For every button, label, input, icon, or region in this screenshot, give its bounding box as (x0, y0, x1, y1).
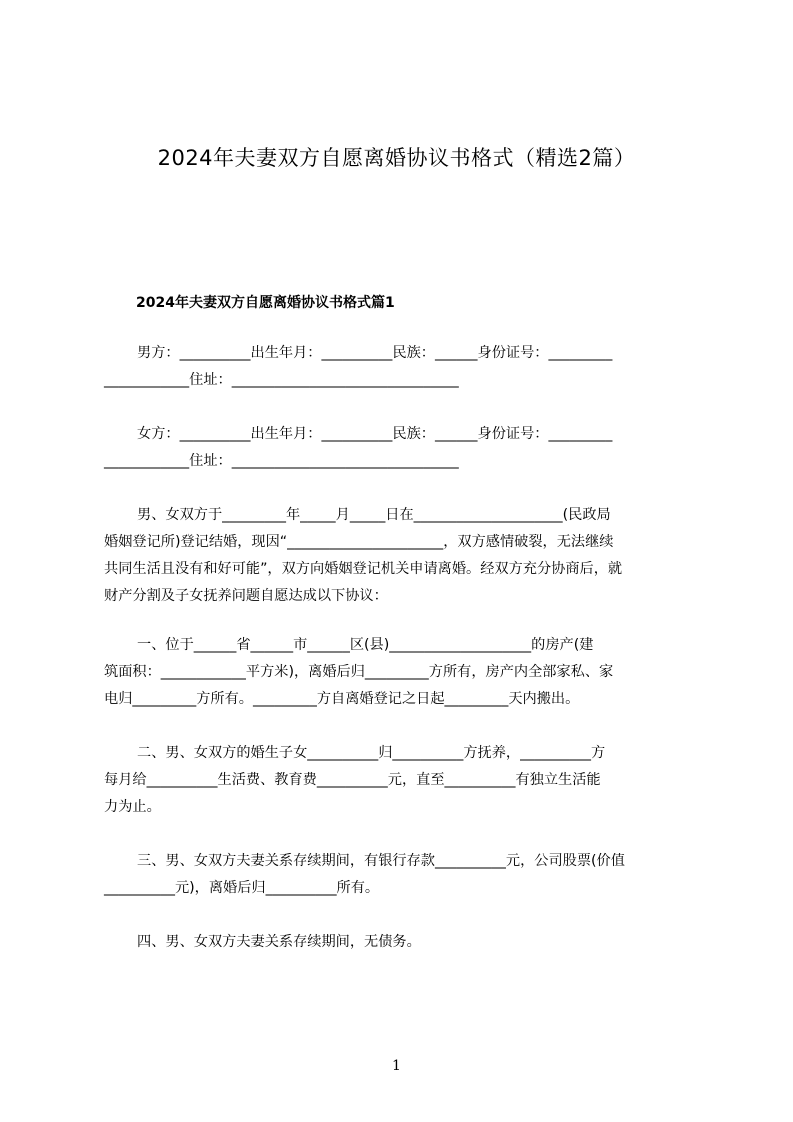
paragraph-clause-4 (104, 929, 704, 956)
section-heading: 2024年夫妻双方自愿离婚协议书格式篇1 (136, 295, 395, 311)
paragraph-clause-1 (104, 632, 704, 713)
paragraph-line: 财产分割及子女抚养问题自愿达成以下协议： (104, 588, 388, 604)
document-title: 2024年夫妻双方自愿离婚协议书格式（精选2篇） (157, 146, 636, 170)
paragraph-male-party (104, 340, 704, 394)
paragraph-line: 男方：__________出生年月：__________民族：______身份证号：_________ (137, 345, 613, 361)
paragraph-marriage-registration (104, 502, 704, 610)
paragraph-line: 共同生活且没有和好可能”，双方向婚姻登记机关申请离婚。经双方充分协商后，就 (104, 561, 623, 577)
paragraph-line: 力为止。 (104, 799, 161, 815)
page-number: 1 (392, 1058, 401, 1074)
paragraph-line: 电归_________方所有。_________方自离婚登记之日起_________天内搬出。 (104, 691, 580, 707)
paragraph-line: __________元)，离婚后归__________所有。 (104, 880, 380, 896)
paragraph-line: 一、位于______省______市______区(县)____________________的房产(建 (137, 637, 594, 653)
paragraph-line: ____________住址：________________________________ (104, 453, 459, 469)
paragraph-line: 婚姻登记所)登记结婚，现因“______________________，双方感情破裂，无法继续 (104, 534, 614, 550)
paragraph-line: 女方：__________出生年月：__________民族：______身份证号：_________ (137, 426, 613, 442)
paragraph-clause-3 (104, 848, 704, 902)
paragraph-line: 每月给__________生活费、教育费__________元，直至__________有独立生活能 (104, 772, 601, 788)
paragraph-clause-2 (104, 740, 704, 821)
paragraph-line: 三、男、女双方夫妻关系存续期间，有银行存款__________元，公司股票(价值 (137, 853, 625, 869)
paragraph-line: 二、男、女双方的婚生子女__________归__________方抚养，__________方 (137, 745, 606, 761)
paragraph-female-party (104, 421, 704, 475)
paragraph-line: 男、女双方于_________年_____月_____日在_____________________(民政局 (137, 507, 611, 523)
paragraph-line: 筑面积：____________平方米)，离婚后归_________方所有，房产内全部家私、家 (104, 664, 614, 680)
paragraph-line: ____________住址：________________________________ (104, 372, 459, 388)
paragraph-line: 四、男、女双方夫妻关系存续期间，无债务。 (137, 934, 421, 950)
